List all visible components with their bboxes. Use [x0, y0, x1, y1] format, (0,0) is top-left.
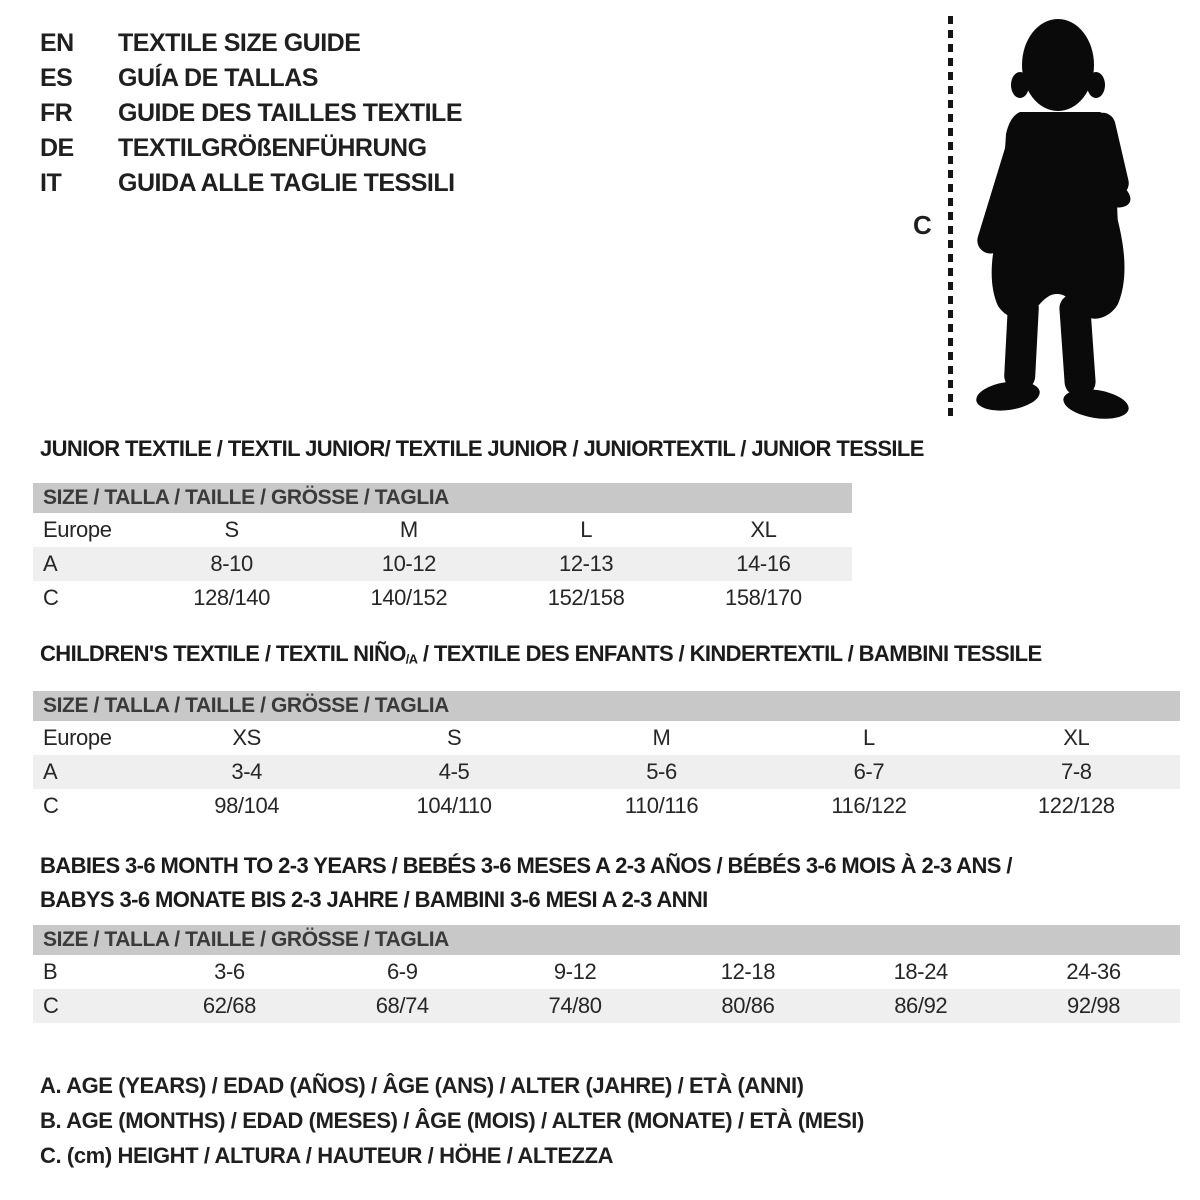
language-code: DE	[40, 134, 74, 162]
junior-size-table	[33, 483, 852, 615]
babies-size-header-bar: SIZE / TALLA / TAILLE / GRÖSSE / TAGLIA	[33, 925, 1180, 955]
language-row	[40, 131, 462, 166]
size-column-header: XL	[750, 517, 777, 542]
row-label: A	[43, 551, 58, 576]
language-title-list	[40, 26, 462, 201]
language-label: GUIDE DES TAILLES TEXTILE	[118, 99, 463, 127]
children-title-part1: CHILDREN'S TEXTILE / TEXTIL NIÑO	[40, 641, 406, 666]
children-title-subscript: /A	[405, 651, 418, 667]
children-title-part2: / TEXTILE DES ENFANTS / KINDERTEXTIL / BAMBINI TESSILE	[417, 641, 1042, 666]
size-cell: 12-18	[720, 959, 776, 984]
babies-title-line1: BABIES 3-6 MONTH TO 2-3 YEARS / BEBÉS 3-6 MESES A 2-3 AÑOS / BÉBÉS 3-6 MOIS À 2-3 ANS /	[40, 853, 1012, 878]
babies-title-line2: BABYS 3-6 MONATE BIS 2-3 JAHRE / BAMBINI 3-6 MESI A 2-3 ANNI	[40, 887, 708, 912]
children-size-table	[33, 691, 1180, 823]
legend-line-b: B. AGE (MONTHS) / EDAD (MESES) / ÂGE (MOIS) / ALTER (MONATE) / ETÀ (MESI)	[40, 1108, 864, 1133]
size-column-header: M	[399, 517, 418, 542]
junior-columns-row	[33, 513, 852, 547]
babies-section-title	[40, 849, 1012, 917]
language-code: ES	[40, 64, 73, 92]
language-label: TEXTILE SIZE GUIDE	[118, 29, 361, 57]
size-cell: 98/104	[214, 793, 280, 818]
size-cell: 68/74	[375, 993, 429, 1018]
size-cell: 8-10	[210, 551, 253, 576]
region-column-header: Europe	[43, 517, 112, 542]
size-cell: 7-8	[1060, 759, 1092, 784]
size-cell: 10-12	[381, 551, 437, 576]
junior-section-title: JUNIOR TEXTILE / TEXTIL JUNIOR/ TEXTILE JUNIOR / JUNIORTEXTIL / JUNIOR TESSILE	[40, 436, 924, 461]
table-row	[33, 547, 852, 581]
table-row	[33, 955, 1180, 989]
size-cell: 152/158	[547, 585, 625, 610]
size-cell: 158/170	[725, 585, 802, 610]
size-column-header: S	[224, 517, 239, 542]
legend-notes	[40, 1068, 864, 1173]
size-cell: 104/110	[416, 793, 492, 818]
language-label: GUIDA ALLE TAGLIE TESSILI	[118, 169, 455, 197]
size-cell: 80/86	[721, 993, 775, 1018]
row-label: C	[43, 793, 59, 818]
size-cell: 3-6	[214, 959, 245, 984]
size-cell: 14-16	[736, 551, 791, 576]
language-label: GUÍA DE TALLAS	[118, 64, 318, 92]
table-row	[33, 581, 852, 615]
row-label: C	[43, 993, 59, 1018]
legend-line-a: A. AGE (YEARS) / EDAD (AÑOS) / ÂGE (ANS) / ALTER (JAHRE) / ETÀ (ANNI)	[40, 1073, 804, 1098]
table-row	[33, 755, 1180, 789]
language-code: FR	[40, 99, 73, 127]
legend-line-c: C. (cm) HEIGHT / ALTURA / HAUTEUR / HÖHE / ALTEZZA	[40, 1143, 614, 1168]
size-cell: 62/68	[202, 993, 256, 1018]
junior-size-header-bar: SIZE / TALLA / TAILLE / GRÖSSE / TAGLIA	[33, 483, 852, 513]
size-cell: 9-12	[553, 959, 597, 984]
size-column-header: S	[446, 725, 462, 750]
language-code: IT	[40, 169, 62, 197]
toddler-silhouette-icon	[958, 12, 1140, 420]
size-column-header: L	[862, 725, 875, 750]
size-cell: 18-24	[893, 959, 948, 984]
size-cell: 86/92	[894, 993, 948, 1018]
children-section-title	[40, 641, 1042, 667]
region-column-header: Europe	[43, 725, 112, 750]
size-cell: 6-9	[386, 959, 418, 984]
size-cell: 92/98	[1067, 993, 1121, 1018]
height-measure-label: C	[913, 210, 932, 240]
size-cell: 140/152	[370, 585, 448, 610]
language-row	[40, 26, 462, 61]
language-code: EN	[40, 29, 74, 57]
size-cell: 5-6	[646, 759, 677, 784]
size-cell: 74/80	[548, 993, 602, 1018]
row-label: C	[43, 585, 59, 610]
size-cell: 110/116	[624, 793, 699, 818]
size-column-header: L	[580, 517, 593, 542]
size-cell: 122/128	[1037, 793, 1115, 818]
size-column-header: XL	[1063, 725, 1090, 750]
size-cell: 12-13	[558, 551, 614, 576]
row-label: B	[43, 959, 58, 984]
language-row	[40, 96, 462, 131]
size-cell: 128/140	[193, 585, 270, 610]
table-row	[33, 789, 1180, 823]
size-cell: 6-7	[853, 759, 885, 784]
size-column-header: XS	[232, 725, 261, 750]
children-size-header-bar: SIZE / TALLA / TAILLE / GRÖSSE / TAGLIA	[33, 691, 1180, 721]
babies-size-table	[33, 925, 1180, 1023]
size-cell: 3-4	[231, 759, 262, 784]
language-label: TEXTILGRÖßENFÜHRUNG	[118, 134, 427, 162]
size-cell: 4-5	[438, 759, 470, 784]
table-row	[33, 989, 1180, 1023]
children-columns-row	[33, 721, 1180, 755]
height-dotted-line	[948, 16, 953, 416]
language-row	[40, 61, 462, 96]
size-column-header: M	[652, 725, 671, 750]
row-label: A	[43, 759, 58, 784]
size-cell: 116/122	[831, 793, 907, 818]
language-row	[40, 166, 462, 201]
size-cell: 24-36	[1066, 959, 1121, 984]
